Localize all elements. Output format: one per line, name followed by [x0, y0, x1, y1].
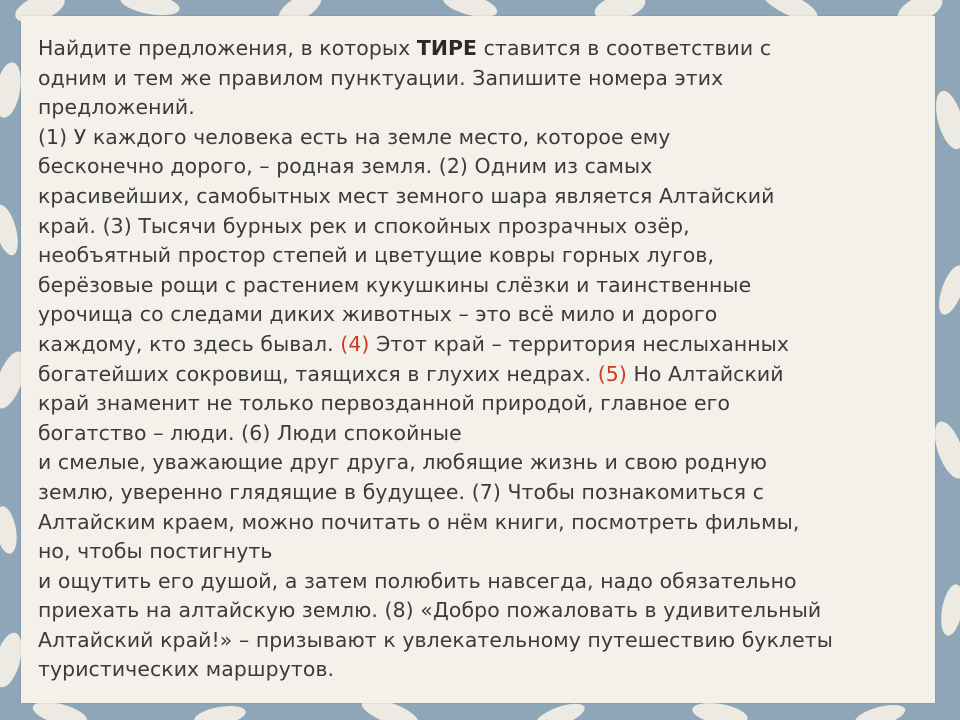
sentence-number-highlight: (5): [597, 361, 627, 386]
text-segment: Найдите предложения, в которых: [38, 36, 417, 60]
text-line: туристических маршрутов.: [38, 657, 335, 682]
text-line: и смелые, уважающие друг друга, любящие жизнь и свою родную: [38, 450, 768, 475]
text-segment: Но Алтайский: [626, 361, 784, 386]
slide-card: [21, 16, 935, 703]
text-line: край. (3) Тысячи бурных рек и спокойных прозрачных озёр,: [38, 213, 690, 238]
text-line: красивейших, самобытных мест земного шара является Алтайский: [38, 183, 775, 208]
text-segment: ставится в соответствии с: [477, 36, 772, 60]
text-segment: богатейших сокровищ, таящихся в глухих недрах.: [38, 361, 598, 386]
text-line: бесконечно дорого, – родная земля. (2) Одним из самых: [38, 154, 653, 179]
text-line: одним и тем же правилом пунктуации. Запишите номера этих: [38, 65, 724, 90]
text-line: [38, 360, 923, 390]
text-line: приехать на алтайскую землю. (8) «Добро пожаловать в удивительный: [38, 598, 822, 623]
task-text: [38, 34, 923, 685]
text-line: необъятный простор степей и цветущие ковры горных лугов,: [38, 243, 715, 268]
text-segment: Этот край – территория неслыханных: [369, 331, 790, 356]
text-line: но, чтобы постигнуть: [38, 539, 273, 564]
text-segment: каждому, кто здесь бывал.: [38, 331, 341, 356]
text-line: край знаменит не только первозданной природой, главное его: [38, 391, 731, 416]
text-line: Алтайским краем, можно почитать о нём книги, посмотреть фильмы,: [38, 509, 800, 534]
text-line: и ощутить его душой, а затем полюбить навсегда, надо обязательно: [38, 568, 797, 593]
text-line: [38, 34, 923, 64]
text-line: Алтайский край!» – призывают к увлекательному путешествию буклеты: [38, 627, 833, 652]
text-line: землю, уверенно глядящие в будущее. (7) Чтобы познакомиться с: [38, 479, 765, 504]
text-line: [38, 330, 923, 360]
keyword-dash: ТИРЕ: [416, 36, 478, 60]
text-line: (1) У каждого человека есть на земле место, которое ему: [38, 124, 671, 149]
text-line: предложений.: [38, 95, 195, 120]
text-line: берёзовые рощи с растением кукушкины слёзки и таинственные: [38, 272, 752, 297]
sentence-number-highlight: (4): [340, 331, 370, 356]
text-line: богатство – люди. (6) Люди спокойные: [38, 420, 462, 445]
text-line: урочища со следами диких животных – это всё мило и дорого: [38, 302, 718, 327]
